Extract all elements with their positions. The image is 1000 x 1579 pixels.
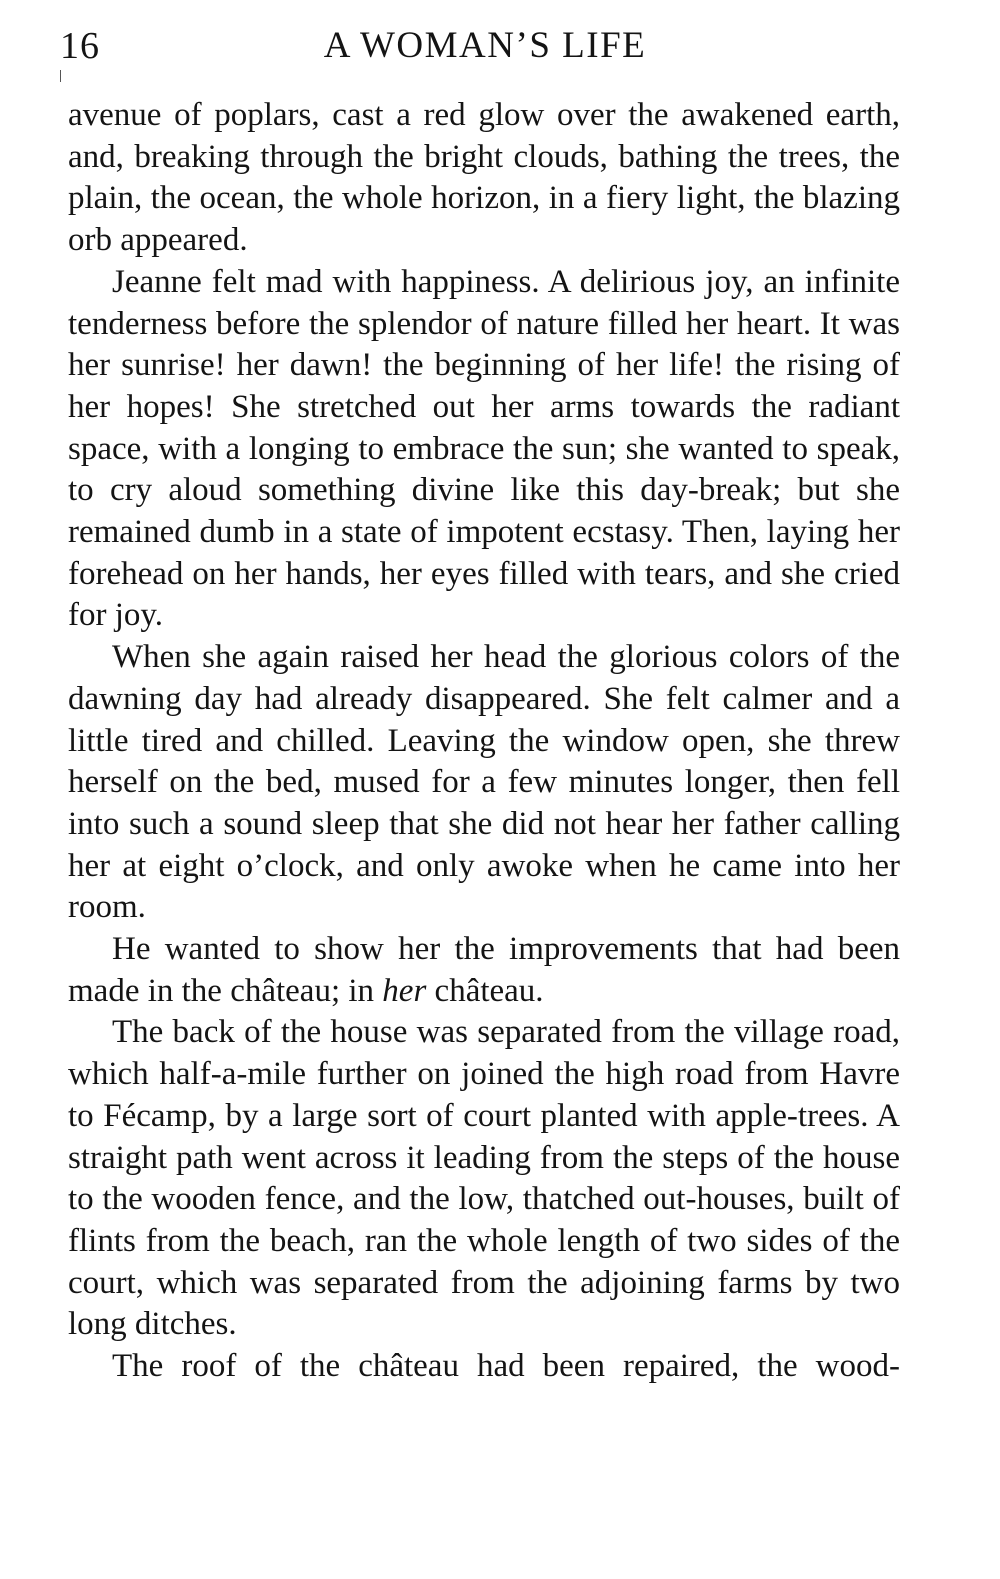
paragraph: When she again raised her head the glorious colors of the dawning day had already disappeared. She felt calmer and a little tired and chilled. Leaving the window open, she threw herself on the bed, mused for a few minutes longer, then fell into such a sound sleep that she did not hear her father calling her at eight o’clock, and only awoke when he came into her room. [68, 639, 900, 926]
body-text [68, 95, 900, 1388]
paragraph-text: He wanted to show her the improvements that had been made in the château; in [68, 931, 900, 1009]
paragraph: The back of the house was separated from the village road, which half-a-mile further on joined the high road from Havre to Fécamp, by a large sort of court planted with apple-trees. A straight path went across it leading from the steps of the house to the wooden fence, and the low, thatched out-houses, built of flints from the beach, ran the whole length of two sides of the court, which was separated from the adjoining farms by two long ditches. [68, 1014, 900, 1343]
page-number: 16 [60, 25, 100, 67]
paragraph [68, 929, 900, 1012]
running-head [0, 22, 1000, 70]
paragraph-text: château. [426, 972, 544, 1009]
book-title: A WOMAN’S LIFE [323, 25, 647, 66]
paragraph: Jeanne felt mad with happiness. A delirious joy, an infinite tenderness before the splendor of nature filled her heart. It was her sunrise! her dawn! the beginning of her life! the rising of her hopes! She stretched out her arms towards the radiant space, with a longing to embrace the sun; she wanted to speak, to cry aloud something divine like this day-break; but she remained dumb in a state of impotent ecstasy. Then, laying her forehead on her hands, her eyes filled with tears, and she cried for joy. [68, 263, 900, 634]
emphasized-word: her [382, 972, 427, 1009]
margin-mark [60, 70, 67, 82]
paragraph-continued: avenue of poplars, cast a red glow over the awakened earth, and, breaking through the bright clouds, bathing the trees, the plain, the ocean, the whole horizon, in a fiery light, the blazing orb appeared. [68, 97, 900, 259]
paragraph-fragment: The roof of the château had been repaired, the wood- [112, 1348, 900, 1385]
